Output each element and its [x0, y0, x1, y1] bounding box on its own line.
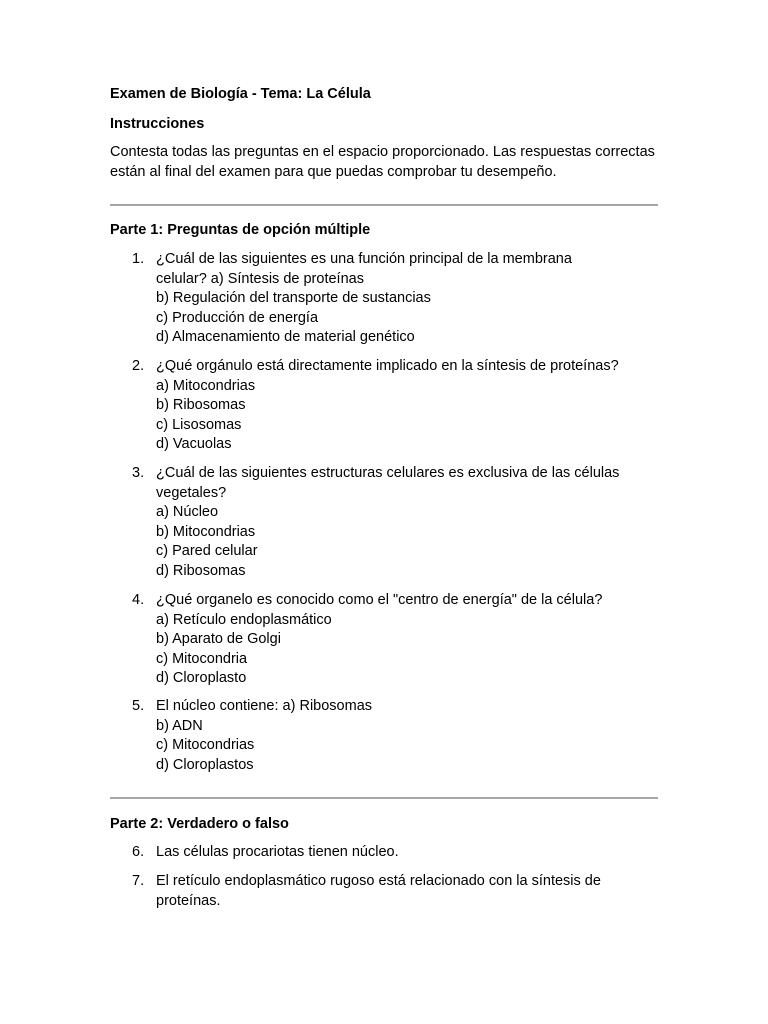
question-text: El retículo endoplasmático rugoso está relacionado con la síntesis de [156, 873, 601, 889]
section-divider [110, 797, 658, 799]
question-text-line: celular? a) Síntesis de proteínas [156, 270, 364, 287]
section-divider [110, 204, 658, 206]
instructions-heading: Instrucciones [110, 116, 205, 132]
exam-title: Examen de Biología - Tema: La Célula [110, 86, 371, 102]
question-text-line: a) Mitocondrias [156, 377, 256, 394]
question-text-line: b) Regulación del transporte de sustancias [156, 290, 431, 306]
question-text: ¿Qué orgánulo está directamente implicado en la síntesis de proteínas? [156, 358, 619, 374]
question-body [156, 250, 666, 348]
question-number: 5. [132, 698, 145, 714]
question-text-line: c) Mitocondria [156, 650, 248, 667]
question-text-line: d) Ribosomas [156, 562, 246, 579]
question-text-line: b) Aparato de Golgi [156, 631, 281, 647]
question-text-line: d) Almacenamiento de material genético [156, 329, 415, 345]
question-text-line: c) Mitocondrias [156, 737, 255, 753]
question-text: ¿Cuál de las siguientes estructuras celulares es exclusiva de las células [156, 465, 620, 481]
question-number: 2. [132, 358, 145, 374]
question-text-line: d) Cloroplastos [156, 756, 254, 773]
instructions-text: Contesta todas las preguntas en el espacio proporcionado. Las respuestas correctas están al final del examen para que puedas comprobar tu desempeño. [110, 144, 655, 180]
question-text: ¿Cuál de las siguientes es una función principal de la membrana [156, 251, 572, 267]
question-text-line: d) Vacuolas [156, 436, 232, 452]
question-text-line: a) Retículo endoplasmático [156, 611, 332, 628]
question-number: 4. [132, 592, 145, 608]
question-text-line: b) Ribosomas [156, 397, 246, 413]
question-text-line: b) Mitocondrias [156, 523, 256, 540]
part2-heading: Parte 2: Verdadero o falso [110, 816, 289, 832]
question-text: Las células procariotas tienen núcleo. [156, 844, 399, 860]
question-body [156, 697, 666, 775]
question-text-line: d) Cloroplasto [156, 670, 247, 686]
question-text-line: b) ADN [156, 717, 203, 734]
question-body [156, 357, 666, 455]
question-body [156, 872, 666, 911]
question-text-line: vegetales? [156, 484, 227, 501]
question-body [156, 591, 666, 689]
question-text-line: a) Núcleo [156, 504, 219, 520]
question-number: 3. [132, 465, 145, 481]
question-text-line: c) Pared celular [156, 543, 258, 559]
question-text-line: proteínas. [156, 892, 221, 909]
question-body [156, 464, 666, 581]
part1-heading: Parte 1: Preguntas de opción múltiple [110, 222, 371, 238]
question-text: El núcleo contiene: a) Ribosomas [156, 698, 373, 714]
question-text-line: c) Producción de energía [156, 309, 319, 326]
question-number: 7. [132, 873, 145, 889]
question-text: ¿Qué organelo es conocido como el "centro de energía" de la célula? [156, 592, 603, 608]
question-body [156, 843, 666, 863]
question-text-line: c) Lisosomas [156, 416, 242, 433]
question-number: 6. [132, 844, 145, 860]
question-number: 1. [132, 251, 145, 267]
